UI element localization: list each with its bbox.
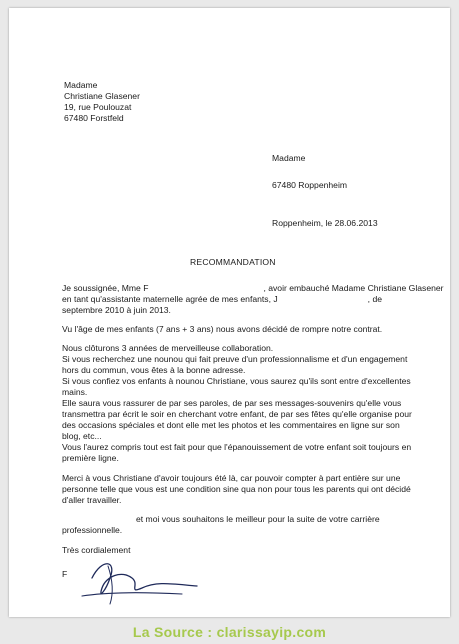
paragraph-4-line-2: personne telle que vous est une condition sine qua non pour tous les parents qui ont décidé: [62, 484, 411, 494]
paragraph-3-line-2: Si vous recherchez une nounou qui fait preuve d'un professionnalisme et d'un engagement: [62, 354, 408, 364]
paragraph-5-line-2: professionnelle.: [62, 525, 123, 535]
paragraph-3-line-9: blog, etc...: [62, 431, 102, 441]
sender-line-1: Madame: [64, 80, 98, 90]
sender-line-4: 67480 Forstfeld: [64, 113, 124, 123]
place-date: Roppenheim, le 28.06.2013: [272, 218, 378, 228]
paragraph-3-line-8: des occasions spéciales et dont elle met les photos et les commentaires en ligne sur son: [62, 420, 400, 430]
paragraph-3-line-6: Elle saura vous rassurer de par ses paroles, de par ses messages-souvenirs qu'elle vous: [62, 398, 402, 408]
paragraph-1-line-1: Je soussignée, Mme F , avoir embauché Madame Christiane Glasener: [62, 283, 444, 293]
paragraph-1-line-3: septembre 2010 à juin 2013.: [62, 305, 171, 315]
source-footer: La Source : clarissayip.com: [132, 624, 327, 640]
sender-line-3: 19, rue Poulouzat: [64, 102, 132, 112]
document-title: RECOMMANDATION: [190, 257, 276, 267]
paragraph-3-line-11: première ligne.: [62, 453, 119, 463]
paragraph-3-line-3: hors du commun, vous êtes à la bonne adresse.: [62, 365, 246, 375]
paragraph-5-line-1: et moi vous souhaitons le meilleur pour la suite de votre carrière: [136, 514, 380, 524]
paragraph-3-line-10: Vous l'aurez compris tout est fait pour que l'épanouissement de votre enfant soit toujours en: [62, 442, 412, 452]
recipient-line-2: 67480 Roppenheim: [272, 180, 348, 190]
sender-line-2: Christiane Glasener: [64, 91, 140, 101]
paragraph-3-line-7: transmettra par écrit le soir en cherchant votre enfant, de par ses fêtes qu'elle organise pour: [62, 409, 412, 419]
paragraph-4-line-1: Merci à vous Christiane d'avoir toujours été là, car pouvoir compter à part entière sur une: [62, 473, 401, 483]
paragraph-3-line-1: Nous clôturons 3 années de merveilleuse collaboration.: [62, 343, 274, 353]
redacted-name: [148, 283, 263, 291]
redacted-children-names: [278, 294, 368, 302]
paragraph-3-line-5: mains.: [62, 387, 88, 397]
paragraph-4-line-3: d'aller travailler.: [62, 495, 122, 505]
closing: Très cordialement: [62, 545, 131, 555]
recipient-line-1: Madame: [272, 153, 306, 163]
handwritten-signature: [62, 548, 202, 608]
paragraph-1-line-2: en tant qu'assistante maternelle agrée de mes enfants, J , de: [62, 294, 383, 304]
paragraph-3-line-4: Si vous confiez vos enfants à nounou Christiane, vous saurez qu'ils sont entre d'excellentes: [62, 376, 411, 386]
signature-initial: F: [62, 569, 68, 579]
paragraph-2: Vu l'âge de mes enfants (7 ans + 3 ans) nous avons décidé de rompre notre contrat.: [62, 324, 383, 334]
